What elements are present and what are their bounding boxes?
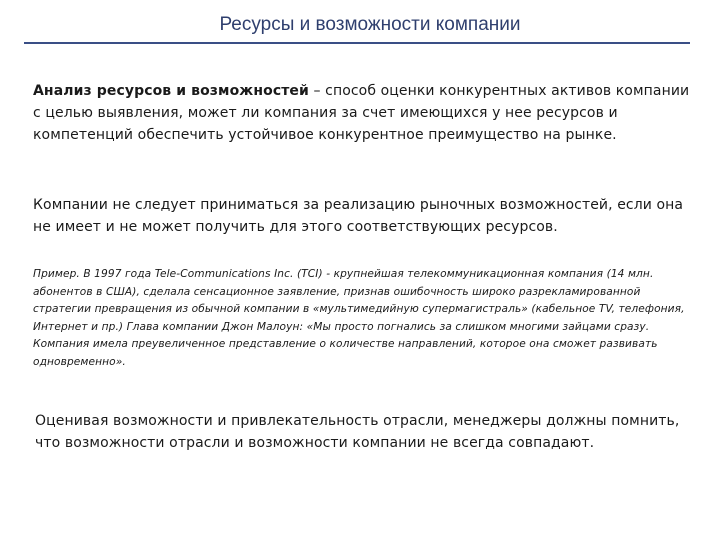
definition-term: Анализ ресурсов и возможностей bbox=[33, 83, 309, 99]
definition-text: – способ оценки конкурентных активов компании с целью выявления, может ли компания за счет имеющихся у нее ресурсов и компетенций обеспечить устойчивое конкурентное преимущество на рынке. bbox=[33, 83, 690, 143]
example-paragraph: Пример. В 1997 года Tele-Communications Inc. (TCI) - крупнейшая телекоммуникационная компания (14 млн. абонентов в США), сделала сенсационное заявление, признав ошибочность широко разрекламированной стратегии превращения из обычной компании в «мультимедийную супермагистраль» (кабельное TV, телефония, Интернет и пр.) Глава компании Джон Малоун: «Мы просто погнались за слишком многими зайцами сразу. Компания имела преувеличенное представление о количестве направлений, которое она сможет развивать одновременно». bbox=[33, 268, 685, 368]
resources-paragraph: Компании не следует приниматься за реализацию рыночных возможностей, если она не имеет и не может получить для этого соответствующих ресурсов. bbox=[33, 197, 684, 235]
conclusion-paragraph: Оценивая возможности и привлекательность отрасли, менеджеры должны помнить, что возможности отрасли и возможности компании не всегда совпадают. bbox=[35, 413, 680, 451]
definition-paragraph bbox=[33, 80, 693, 146]
title-divider bbox=[24, 42, 690, 44]
slide-title: Ресурсы и возможности компании bbox=[219, 14, 521, 35]
